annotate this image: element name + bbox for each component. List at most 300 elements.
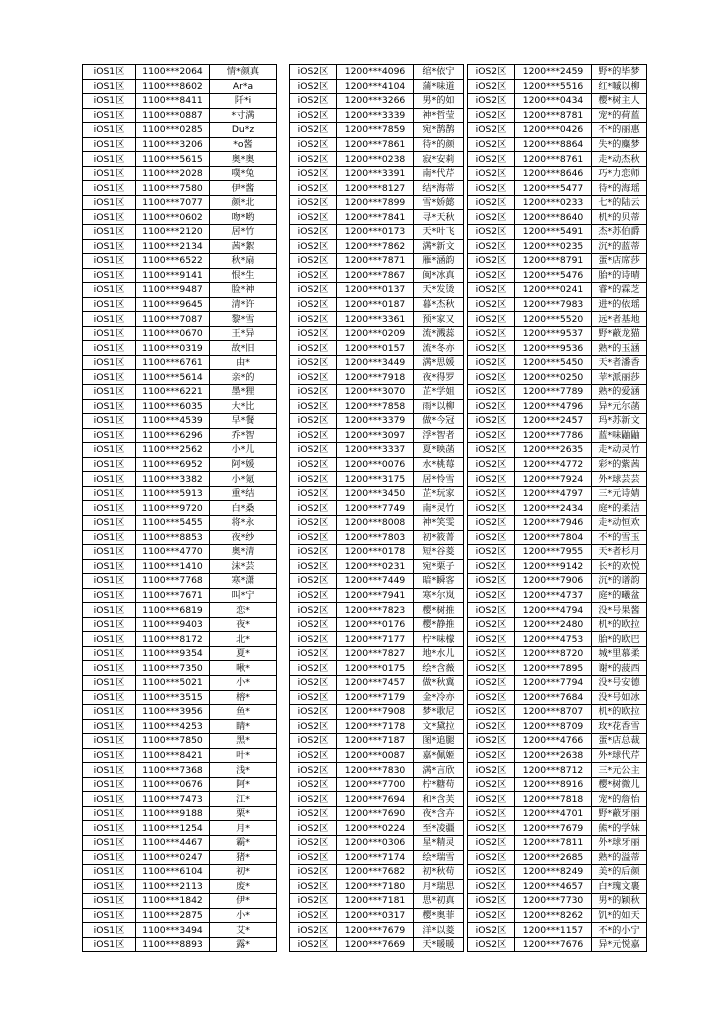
account-id-cell: 1100***2120 — [136, 225, 210, 240]
server-cell: iOS2区 — [290, 835, 337, 850]
table-row — [83, 283, 277, 298]
player-name-cell: 栗* — [210, 806, 277, 821]
server-cell: iOS2区 — [468, 806, 515, 821]
server-cell: iOS2区 — [468, 79, 515, 94]
table-row — [83, 137, 277, 152]
server-cell: iOS2区 — [290, 515, 337, 530]
table-row — [83, 195, 277, 210]
account-id-cell: 1100***5455 — [136, 515, 210, 530]
server-cell: iOS2区 — [468, 283, 515, 298]
table-row — [83, 268, 277, 283]
table-row — [83, 588, 277, 603]
account-id-cell: 1100***8172 — [136, 632, 210, 647]
player-name-cell: 结*海蒂 — [414, 181, 464, 196]
table-row — [468, 719, 647, 734]
server-cell: iOS1区 — [83, 908, 136, 923]
server-cell: iOS1区 — [83, 210, 136, 225]
server-cell: iOS1区 — [83, 821, 136, 836]
player-name-cell: 居*怜雪 — [414, 472, 464, 487]
player-name-cell: 居*竹 — [210, 225, 277, 240]
server-cell: iOS1区 — [83, 326, 136, 341]
table-row — [290, 763, 464, 778]
player-name-cell: 机*的贝蒂 — [592, 210, 647, 225]
account-id-cell: 1200***4797 — [515, 486, 592, 501]
table-row — [290, 559, 464, 574]
table-row — [83, 879, 277, 894]
player-name-cell: 短*谷菱 — [414, 545, 464, 560]
table-row — [290, 65, 464, 80]
account-id-cell: 1100***2875 — [136, 908, 210, 923]
table-row — [468, 472, 647, 487]
account-id-cell: 1200***8249 — [515, 865, 592, 880]
player-name-cell: 啾* — [210, 661, 277, 676]
player-name-cell: 噗*兔 — [210, 166, 277, 181]
server-cell: iOS2区 — [468, 370, 515, 385]
account-id-cell: 1100***2064 — [136, 65, 210, 80]
table-row — [290, 574, 464, 589]
table-row — [290, 385, 464, 400]
account-id-cell: 1200***2480 — [515, 617, 592, 632]
table-row — [468, 908, 647, 923]
player-name-cell: 恋* — [210, 603, 277, 618]
account-id-cell: 1200***8127 — [337, 181, 414, 196]
player-name-cell: 外*球代芹 — [592, 748, 647, 763]
player-name-cell: 小*氪 — [210, 472, 277, 487]
table-row — [290, 166, 464, 181]
server-cell: iOS2区 — [468, 472, 515, 487]
server-cell: iOS2区 — [290, 108, 337, 123]
table-row — [83, 777, 277, 792]
player-name-cell: 熊*的学妹 — [592, 821, 647, 836]
account-id-cell: 1200***7924 — [515, 472, 592, 487]
table-row — [468, 574, 647, 589]
player-name-cell: Du*z — [210, 123, 277, 138]
account-id-cell: 1200***8720 — [515, 646, 592, 661]
server-cell: iOS2区 — [468, 210, 515, 225]
server-cell: iOS1区 — [83, 65, 136, 80]
account-id-cell: 1200***8781 — [515, 108, 592, 123]
table-row — [83, 297, 277, 312]
player-name-cell: 大*比 — [210, 399, 277, 414]
table-row — [468, 515, 647, 530]
player-name-cell: 外*球牙丽 — [592, 835, 647, 850]
table-row — [290, 268, 464, 283]
table-row — [468, 225, 647, 240]
account-id-cell: 1200***8640 — [515, 210, 592, 225]
table-row — [290, 908, 464, 923]
server-cell: iOS1区 — [83, 617, 136, 632]
table-row — [468, 734, 647, 749]
player-name-cell: 沫*芸 — [210, 559, 277, 574]
player-name-cell: 亲*的 — [210, 370, 277, 385]
account-id-cell: 1200***4753 — [515, 632, 592, 647]
table-row — [83, 443, 277, 458]
server-cell: iOS2区 — [290, 821, 337, 836]
table-row — [468, 370, 647, 385]
server-cell: iOS1区 — [83, 312, 136, 327]
player-name-cell: 闽*冰真 — [414, 268, 464, 283]
server-cell: iOS1区 — [83, 923, 136, 938]
server-cell: iOS2区 — [468, 705, 515, 720]
player-name-cell: 玫*花香雪 — [592, 719, 647, 734]
table-row — [468, 297, 647, 312]
player-name-cell: 思*初真 — [414, 894, 464, 909]
account-id-cell: 1200***3266 — [337, 94, 414, 109]
table-row — [83, 355, 277, 370]
table-row — [468, 239, 647, 254]
table-row — [83, 559, 277, 574]
server-cell: iOS2区 — [290, 603, 337, 618]
account-id-cell: 1200***0235 — [515, 239, 592, 254]
table-row — [83, 865, 277, 880]
account-id-cell: 1100***0285 — [136, 123, 210, 138]
table-row — [83, 225, 277, 240]
account-id-cell: 1100***9141 — [136, 268, 210, 283]
account-id-cell: 1200***0173 — [337, 225, 414, 240]
account-id-cell: 1200***7941 — [337, 588, 414, 603]
table-row — [290, 865, 464, 880]
table-row — [83, 239, 277, 254]
account-id-cell: 1100***5913 — [136, 486, 210, 501]
player-name-cell: 夏*映菡 — [414, 443, 464, 458]
player-name-cell: 寻*天秋 — [414, 210, 464, 225]
server-cell: iOS2区 — [468, 675, 515, 690]
player-name-cell: 巧*力恋师 — [592, 166, 647, 181]
account-id-cell: 1200***7811 — [515, 835, 592, 850]
account-id-cell: 1200***7694 — [337, 792, 414, 807]
account-id-cell: 1200***7794 — [515, 675, 592, 690]
player-name-cell: *寸满 — [210, 108, 277, 123]
server-cell: iOS2区 — [468, 690, 515, 705]
table-row — [290, 588, 464, 603]
player-name-cell: 蛋*店席莎 — [592, 254, 647, 269]
account-id-cell: 1200***0209 — [337, 326, 414, 341]
server-cell: iOS1区 — [83, 385, 136, 400]
table-row — [290, 530, 464, 545]
player-name-cell: 由* — [210, 355, 277, 370]
server-cell: iOS2区 — [290, 472, 337, 487]
player-name-cell: 和*含芙 — [414, 792, 464, 807]
account-id-cell: 1200***3097 — [337, 428, 414, 443]
player-name-cell: 流*溅蕊 — [414, 326, 464, 341]
server-cell: iOS2区 — [290, 283, 337, 298]
account-id-cell: 1200***2457 — [515, 414, 592, 429]
table-row — [468, 65, 647, 80]
player-name-cell: 清*许 — [210, 297, 277, 312]
account-id-cell: 1200***7457 — [337, 675, 414, 690]
table-row — [468, 617, 647, 632]
account-id-cell: 1200***0238 — [337, 152, 414, 167]
server-cell: iOS1区 — [83, 559, 136, 574]
account-id-cell: 1200***8864 — [515, 137, 592, 152]
player-name-cell: 男*的如 — [414, 94, 464, 109]
server-cell: iOS2区 — [290, 923, 337, 938]
account-id-cell: 1200***5477 — [515, 181, 592, 196]
player-name-cell: 伊*酱 — [210, 181, 277, 196]
server-cell: iOS2区 — [290, 908, 337, 923]
table-row — [83, 661, 277, 676]
account-id-cell: 1100***6221 — [136, 385, 210, 400]
player-name-cell: 图*追腿 — [414, 734, 464, 749]
table-row — [290, 748, 464, 763]
table-row — [290, 137, 464, 152]
player-name-cell: 情*颜真 — [210, 65, 277, 80]
server-cell: iOS1区 — [83, 428, 136, 443]
table-row — [290, 399, 464, 414]
server-cell: iOS2区 — [290, 414, 337, 429]
server-cell: iOS1区 — [83, 225, 136, 240]
account-id-cell: 1200***0187 — [337, 297, 414, 312]
account-id-cell: 1100***6104 — [136, 865, 210, 880]
player-name-cell: 故*旧 — [210, 341, 277, 356]
account-id-cell: 1200***4104 — [337, 79, 414, 94]
account-id-cell: 1200***8262 — [515, 908, 592, 923]
account-id-cell: 1100***6952 — [136, 457, 210, 472]
server-cell: iOS1区 — [83, 850, 136, 865]
server-cell: iOS1区 — [83, 195, 136, 210]
player-name-cell: 水*桃莓 — [414, 457, 464, 472]
player-name-cell: 远*者基地 — [592, 312, 647, 327]
account-id-cell: 1200***7867 — [337, 268, 414, 283]
account-id-cell: 1100***8411 — [136, 94, 210, 109]
account-id-cell: 1200***7174 — [337, 850, 414, 865]
server-cell: iOS2区 — [290, 632, 337, 647]
player-name-cell: 满*思媛 — [414, 355, 464, 370]
account-id-cell: 1200***7830 — [337, 763, 414, 778]
player-name-cell: 天*者潘香 — [592, 355, 647, 370]
table-row — [468, 690, 647, 705]
server-cell: iOS1区 — [83, 472, 136, 487]
server-cell: iOS2区 — [290, 806, 337, 821]
player-name-cell: 霸* — [210, 835, 277, 850]
player-name-cell: 宠*的詹怡 — [592, 792, 647, 807]
server-cell: iOS2区 — [290, 65, 337, 80]
server-cell: iOS2区 — [290, 443, 337, 458]
player-name-cell: 柠*味檬 — [414, 632, 464, 647]
player-name-cell: 夜*纱 — [210, 530, 277, 545]
table-row — [83, 894, 277, 909]
account-id-cell: 1200***7803 — [337, 530, 414, 545]
account-id-cell: 1200***9142 — [515, 559, 592, 574]
player-name-cell: 异*元悦嘉 — [592, 937, 647, 952]
server-cell: iOS1区 — [83, 937, 136, 952]
server-cell: iOS2区 — [468, 195, 515, 210]
account-id-cell: 1200***8712 — [515, 763, 592, 778]
table-row — [83, 923, 277, 938]
account-id-cell: 1200***8646 — [515, 166, 592, 181]
player-name-cell: 男*的颖秋 — [592, 894, 647, 909]
table-row — [83, 94, 277, 109]
table-row — [83, 123, 277, 138]
table-row — [468, 879, 647, 894]
player-name-cell: 初*筱菁 — [414, 530, 464, 545]
server-cell: iOS2区 — [468, 879, 515, 894]
player-name-cell: 待*的海瑶 — [592, 181, 647, 196]
player-name-cell: 芷*玩家 — [414, 486, 464, 501]
server-cell: iOS2区 — [290, 777, 337, 792]
player-name-cell: 樱*树主人 — [592, 94, 647, 109]
account-id-cell: 1200***4772 — [515, 457, 592, 472]
account-id-cell: 1200***7669 — [337, 937, 414, 952]
player-name-cell: 野*蔽龙猫 — [592, 326, 647, 341]
player-name-cell: 机*的欧拉 — [592, 705, 647, 720]
server-cell: iOS2区 — [468, 937, 515, 952]
account-id-cell: 1200***3361 — [337, 312, 414, 327]
server-cell: iOS1区 — [83, 777, 136, 792]
player-name-cell: 将*永 — [210, 515, 277, 530]
server-cell: iOS2区 — [468, 792, 515, 807]
player-name-cell: 胎*的诗晴 — [592, 268, 647, 283]
server-cell: iOS2区 — [290, 210, 337, 225]
account-id-cell: 1200***9537 — [515, 326, 592, 341]
server-cell: iOS1区 — [83, 297, 136, 312]
server-cell: iOS2区 — [290, 137, 337, 152]
table-row — [468, 428, 647, 443]
table-row — [290, 777, 464, 792]
server-cell: iOS2区 — [468, 603, 515, 618]
account-id-cell: 1200***7684 — [515, 690, 592, 705]
server-cell: iOS2区 — [290, 894, 337, 909]
player-name-cell: 满*新文 — [414, 239, 464, 254]
player-name-cell: 走*动杰秋 — [592, 152, 647, 167]
account-id-cell: 1200***7700 — [337, 777, 414, 792]
server-cell: iOS2区 — [468, 486, 515, 501]
account-id-cell: 1100***0887 — [136, 108, 210, 123]
player-name-cell: 黑* — [210, 734, 277, 749]
server-cell: iOS1区 — [83, 675, 136, 690]
table-row — [468, 675, 647, 690]
player-name-cell: 梦*歌尼 — [414, 705, 464, 720]
player-name-cell: 失*的麋梦 — [592, 137, 647, 152]
server-cell: iOS2区 — [290, 763, 337, 778]
player-name-cell: *o酱 — [210, 137, 277, 152]
server-cell: iOS2区 — [468, 894, 515, 909]
server-cell: iOS1区 — [83, 355, 136, 370]
server-cell: iOS2区 — [290, 879, 337, 894]
table-row — [468, 137, 647, 152]
account-id-cell: 1200***7983 — [515, 297, 592, 312]
table-row — [83, 632, 277, 647]
server-cell: iOS2区 — [468, 530, 515, 545]
table-row — [83, 414, 277, 429]
table-row — [290, 254, 464, 269]
table-row — [468, 777, 647, 792]
table-row — [468, 268, 647, 283]
player-name-cell: 彩*的紫茜 — [592, 457, 647, 472]
table-row — [468, 748, 647, 763]
server-cell: iOS1区 — [83, 879, 136, 894]
server-cell: iOS2区 — [468, 239, 515, 254]
account-id-cell: 1200***7180 — [337, 879, 414, 894]
player-name-cell: 鱼* — [210, 705, 277, 720]
server-cell: iOS2区 — [290, 865, 337, 880]
account-id-cell: 1100***9354 — [136, 646, 210, 661]
player-name-cell: 天*者杉月 — [592, 545, 647, 560]
player-name-cell: 地*水儿 — [414, 646, 464, 661]
player-name-cell: 黎*雪 — [210, 312, 277, 327]
server-cell: iOS1区 — [83, 894, 136, 909]
account-id-cell: 1100***5615 — [136, 152, 210, 167]
server-cell: iOS2区 — [290, 457, 337, 472]
table-row — [83, 705, 277, 720]
account-id-cell: 1200***2459 — [515, 65, 592, 80]
server-cell: iOS2区 — [290, 617, 337, 632]
table-row — [83, 734, 277, 749]
account-id-cell: 1200***7862 — [337, 239, 414, 254]
player-name-cell: 胎*的欧巴 — [592, 632, 647, 647]
player-name-cell: 不*的小宁 — [592, 923, 647, 938]
server-cell: iOS2区 — [468, 821, 515, 836]
server-cell: iOS2区 — [290, 399, 337, 414]
account-id-cell: 1100***8853 — [136, 530, 210, 545]
server-cell: iOS2区 — [468, 297, 515, 312]
table-row — [290, 225, 464, 240]
player-name-cell: 至*凌疆 — [414, 821, 464, 836]
table-row — [290, 457, 464, 472]
server-cell: iOS2区 — [468, 225, 515, 240]
table-row — [468, 894, 647, 909]
account-id-cell: 1200***5516 — [515, 79, 592, 94]
table-row — [468, 937, 647, 952]
account-id-cell: 1100***3382 — [136, 472, 210, 487]
table-row — [290, 675, 464, 690]
player-name-cell: 绘*瑞雪 — [414, 850, 464, 865]
table-row — [468, 108, 647, 123]
table-row — [468, 326, 647, 341]
player-name-cell: 绘*含薇 — [414, 661, 464, 676]
server-cell: iOS2区 — [290, 734, 337, 749]
server-cell: iOS2区 — [290, 675, 337, 690]
table-row — [468, 341, 647, 356]
table-row — [468, 79, 647, 94]
table-row — [290, 312, 464, 327]
table-row — [290, 370, 464, 385]
server-cell: iOS2区 — [290, 152, 337, 167]
table-row — [468, 152, 647, 167]
table-row — [290, 923, 464, 938]
table-row — [290, 632, 464, 647]
player-name-cell: 玛*苏新文 — [592, 414, 647, 429]
table-row — [83, 457, 277, 472]
player-name-cell: 长*的欢悦 — [592, 559, 647, 574]
player-name-cell: 伊* — [210, 894, 277, 909]
server-cell: iOS2区 — [468, 559, 515, 574]
server-cell: iOS2区 — [468, 661, 515, 676]
table-row — [468, 835, 647, 850]
account-id-cell: 1100***6522 — [136, 254, 210, 269]
server-cell: iOS2区 — [290, 486, 337, 501]
account-id-cell: 1200***3337 — [337, 443, 414, 458]
account-id-cell: 1200***0176 — [337, 617, 414, 632]
player-name-cell: 南*灵竹 — [414, 501, 464, 516]
table-row — [468, 181, 647, 196]
account-id-cell: 1100***0319 — [136, 341, 210, 356]
account-id-cell: 1200***7899 — [337, 195, 414, 210]
record-table-1 — [82, 64, 277, 952]
table-row — [468, 94, 647, 109]
table-row — [83, 821, 277, 836]
player-name-cell: 艾* — [210, 923, 277, 938]
player-name-cell: 雨*以柳 — [414, 399, 464, 414]
server-cell: iOS2区 — [290, 850, 337, 865]
table-row — [290, 341, 464, 356]
table-row — [468, 399, 647, 414]
server-cell: iOS1区 — [83, 137, 136, 152]
player-name-cell: 重*结 — [210, 486, 277, 501]
player-name-cell: 金*冷亦 — [414, 690, 464, 705]
server-cell: iOS2区 — [468, 399, 515, 414]
account-id-cell: 1200***0233 — [515, 195, 592, 210]
